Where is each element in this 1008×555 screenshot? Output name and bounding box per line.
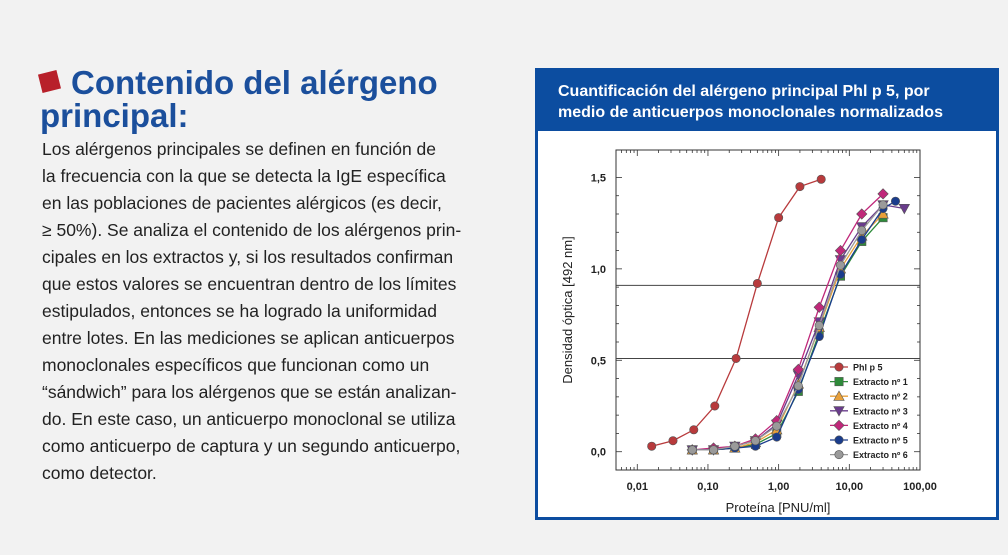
section-body [42,136,517,487]
legend-marker [834,420,844,430]
x-tick-label: 100,00 [903,481,937,493]
y-tick-label: 1,0 [590,263,606,276]
data-point [794,382,802,390]
body-line: entre lotes. En las mediciones se aplican anticuerpos [42,328,455,348]
data-point [711,402,719,410]
legend-label: Phl p 5 [853,362,883,373]
data-point [815,321,823,329]
y-tick-label: 0,0 [590,446,606,459]
body-line: que estos valores se encuentran dentro de los límites [42,274,457,294]
legend-marker [835,377,843,385]
body-line: la frecuencia con la que se detecta la IgE específica [42,166,446,186]
data-point [690,426,698,434]
data-point [669,437,677,445]
x-tick-label: 1,00 [767,481,790,493]
body-line: como anticuerpo de captura y un segundo anticuerpo, [42,436,461,456]
body-line: “sándwich” para los alérgenos que se están analizan- [42,382,457,402]
section-title-line: principal: [40,97,189,134]
body-line: monoclonales específicos que funcionan como un [42,355,430,375]
data-point [817,175,825,183]
data-point [774,213,782,221]
data-point [753,279,761,287]
data-point [751,437,759,445]
x-tick-label: 10,00 [835,481,864,493]
y-tick-label: 0,5 [590,355,606,368]
section-title [40,66,510,132]
series-line [652,179,821,446]
legend-label: Extracto nº 5 [853,435,908,446]
data-point [773,422,781,430]
chart-title-line: Cuantificación del alérgeno principal Phl p 5, por [558,83,930,100]
body-line: como detector. [42,463,157,483]
x-axis-label: Proteína [PNU/ml] [725,500,831,515]
data-point [879,201,887,209]
data-point [709,446,717,454]
legend-label: Extracto nº 3 [853,406,908,417]
legend-label: Extracto nº 2 [853,391,908,402]
body-line: en las poblaciones de pacientes alérgicos (es decir, [42,193,442,213]
x-tick-label: 0,10 [697,481,719,493]
data-point [836,261,844,269]
chart-title-line: medio de anticuerpos monoclonales normalizados [558,104,943,121]
y-tick-label: 1,5 [590,172,606,185]
body-line: do. En este caso, un anticuerpo monoclonal se utiliza [42,409,456,429]
data-point [899,204,909,213]
data-point [858,226,866,234]
data-point [688,446,696,454]
data-point [731,442,739,450]
data-point [891,197,899,205]
body-line: estipulados, entonces se ha logrado la uniformidad [42,301,437,321]
chart-svg [538,128,996,517]
data-point [648,442,656,450]
legend-label: Extracto nº 1 [853,377,908,388]
y-axis-label: Densidad óptica [492 nm] [560,236,575,384]
section-title-line: Contenido del alérgeno [71,64,438,101]
legend-label: Extracto nº 6 [853,450,908,461]
chart-panel [535,68,999,520]
x-tick-label: 0,01 [626,481,648,493]
body-line: Los alérgenos principales se definen en función de [42,139,437,159]
body-line: cipales en los extractos y, si los resultados confirman [42,247,454,267]
legend-marker [835,363,843,371]
data-point [732,354,740,362]
data-point [858,235,866,243]
legend-marker [835,450,843,458]
bullet-icon [38,70,61,93]
data-point [796,182,804,190]
body-line: ≥ 50%). Se analiza el contenido de los alérgenos prin- [42,220,462,240]
chart-title [538,71,996,131]
legend-label: Extracto nº 4 [853,420,908,431]
data-point [773,433,781,441]
legend-marker [835,436,843,444]
